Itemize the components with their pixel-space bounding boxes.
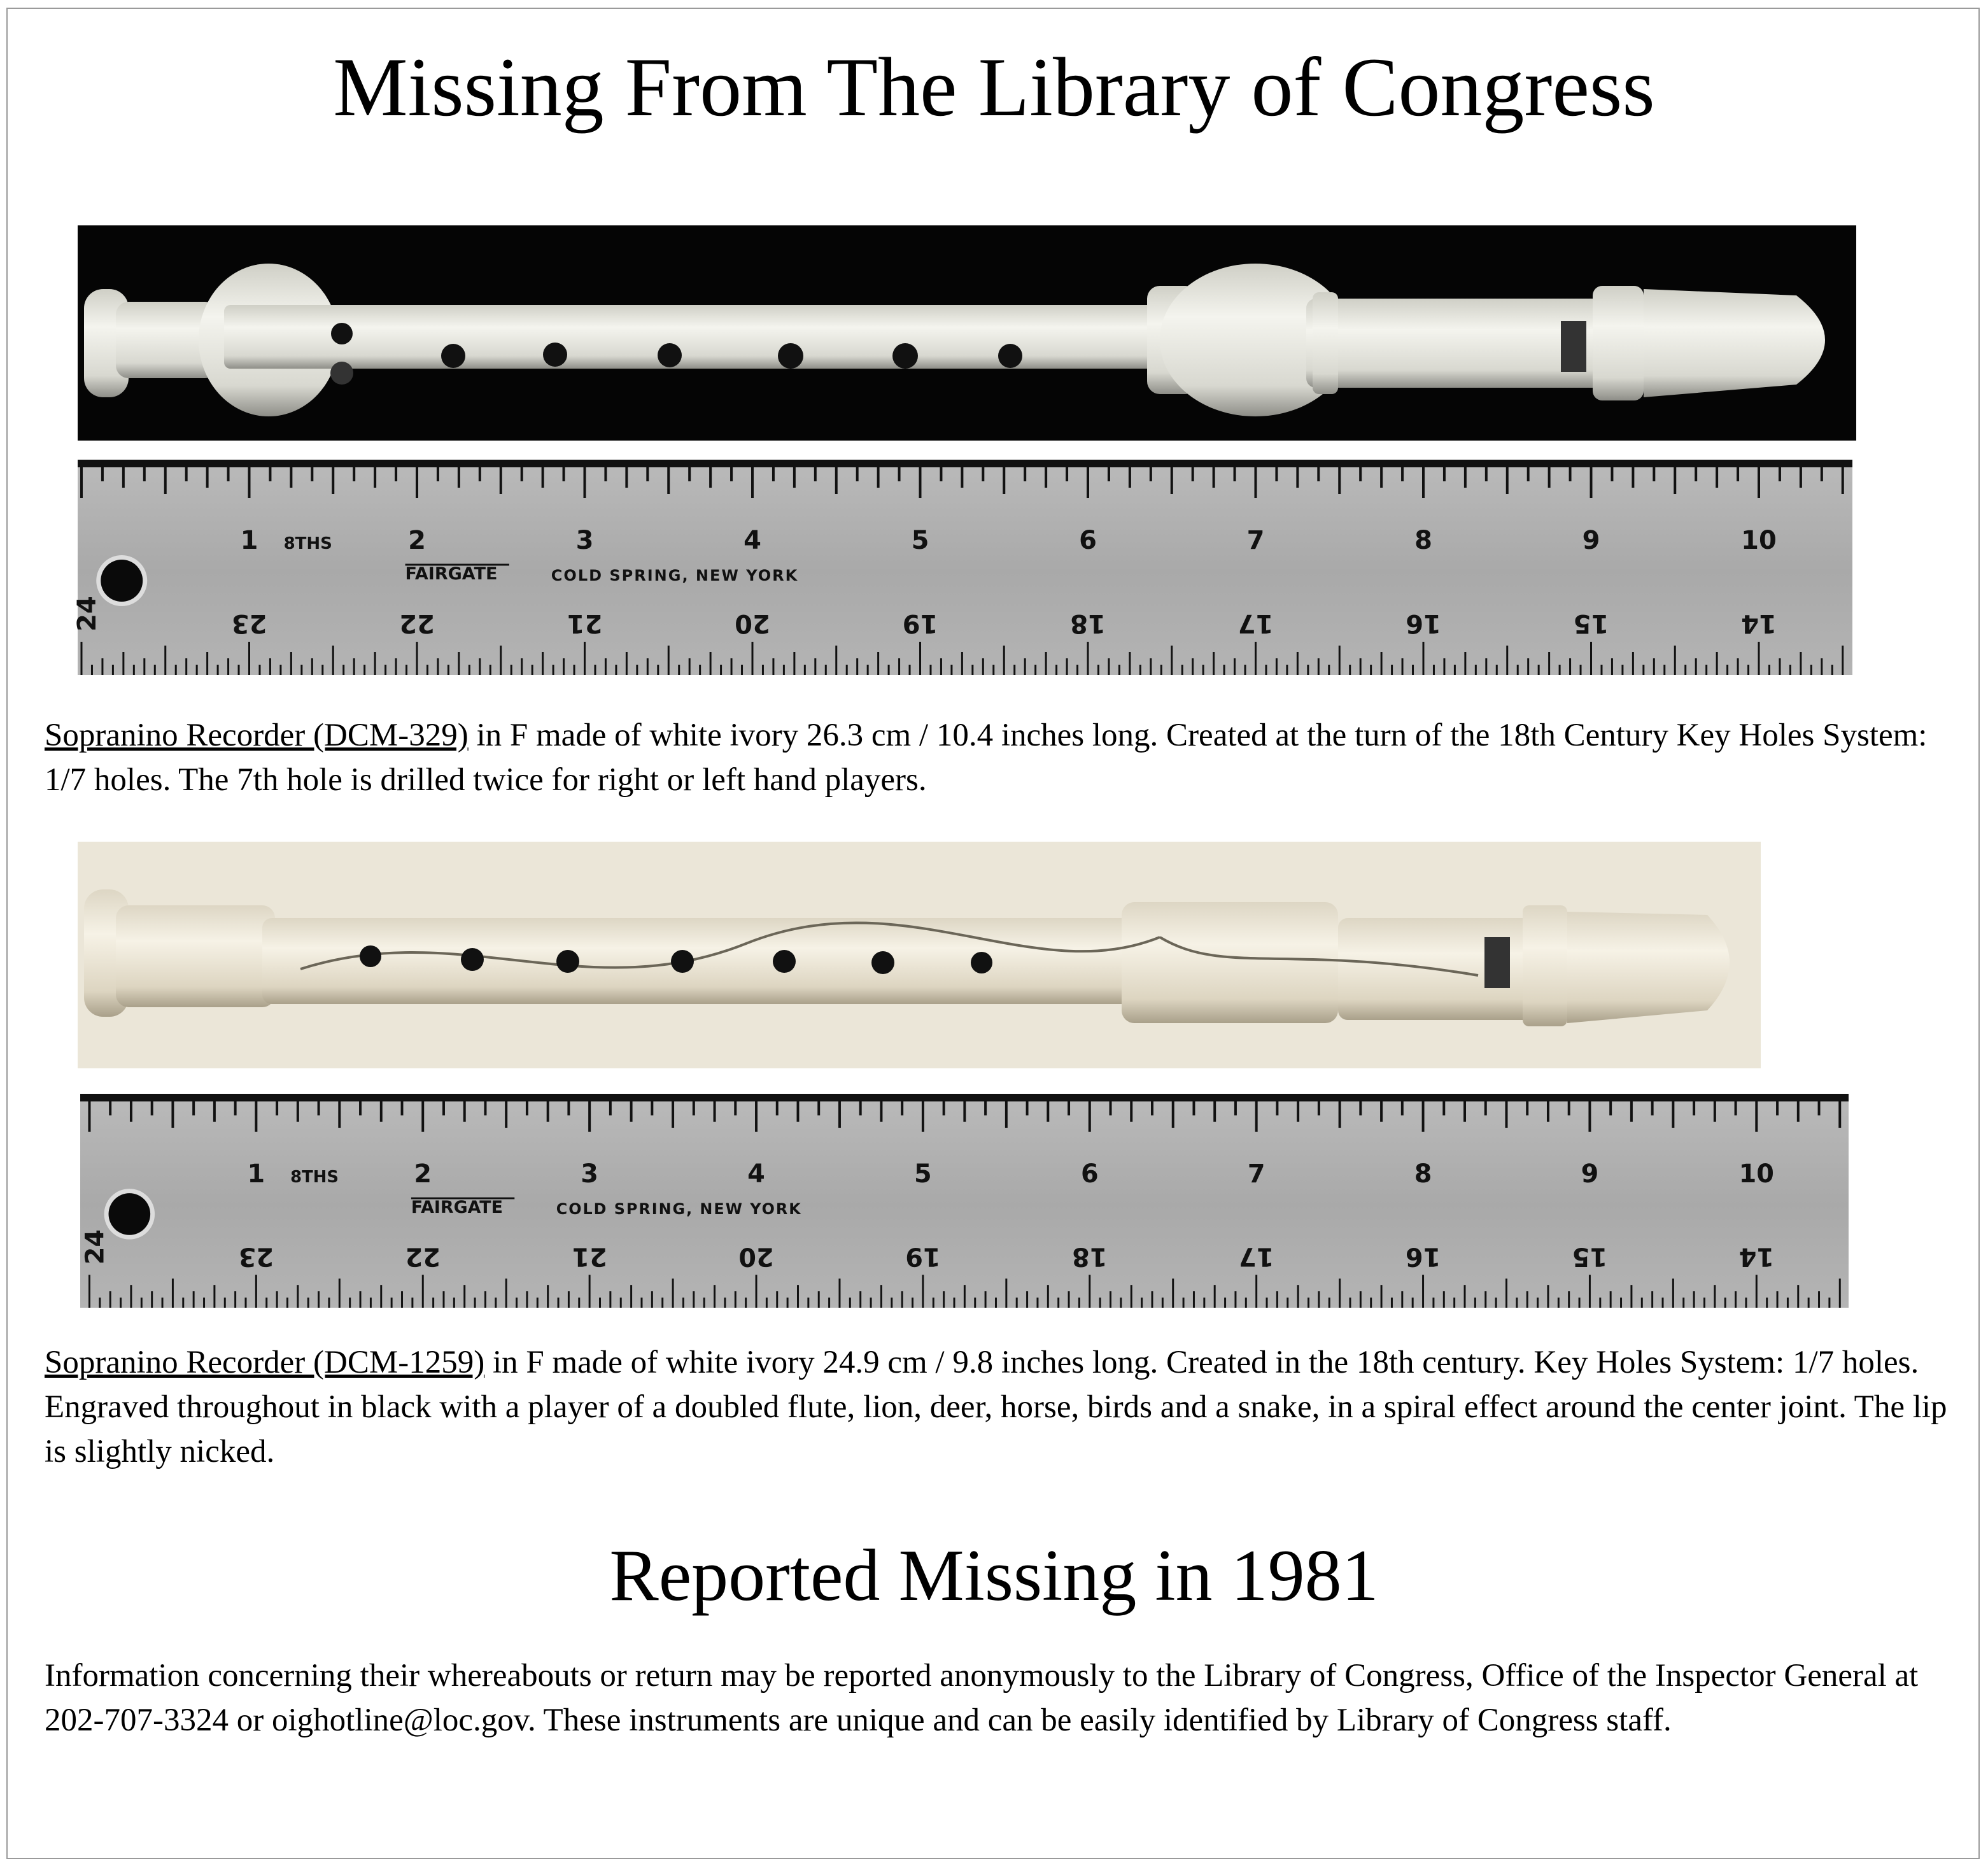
ruler-inch-number: 9	[1582, 526, 1600, 555]
ruler-inch-number: 3	[575, 526, 594, 555]
ruler-inch-number: 19	[905, 1242, 941, 1271]
ruler-inch-number: 10	[1738, 1159, 1774, 1189]
page-title: Missing From The Library of Congress	[333, 40, 1655, 134]
ruler-location: COLD SPRING, NEW YORK	[556, 1199, 802, 1218]
ruler-inch-number: 4	[747, 1159, 765, 1189]
ruler-inch-number: 6	[1080, 1159, 1099, 1189]
ruler-inch-number: 22	[405, 1242, 441, 1271]
ruler-inch-number: 2	[408, 526, 426, 555]
ruler-inch-number: 15	[1573, 609, 1609, 638]
ruler-inch-number: 18	[1070, 609, 1106, 638]
ruler-inch-number: 7	[1247, 1159, 1265, 1189]
ruler-inch-number: 10	[1741, 526, 1777, 555]
ruler-inch-number: 7	[1246, 526, 1265, 555]
item-link-dcm-329[interactable]: Sopranino Recorder (DCM-329)	[45, 718, 469, 753]
item-description: in F made of white ivory 26.3 cm / 10.4 inches long. Created at the turn of the 18th Century Key Holes System: 1/7 holes. The 7th hole is drilled twice for right or left hand players.	[45, 718, 1928, 798]
ruler-inch-number: 14	[1738, 1242, 1774, 1271]
ruler-inch-number: 16	[1405, 1242, 1441, 1271]
ruler-inch-number: 17	[1239, 1242, 1274, 1271]
ruler-inch-number: 14	[1741, 609, 1777, 638]
recorder-photo-dcm-1259	[78, 842, 1761, 1068]
ruler-inch-number: 24	[73, 596, 102, 632]
ruler-location: COLD SPRING, NEW YORK	[551, 567, 799, 584]
ruler-inch-number: 23	[231, 609, 267, 638]
contact-information: Information concerning their whereabouts or return may be reported anonymously to the Library of Congress, Office of the Inspector General at 202-707-3324 or oighotline@loc.gov. These instruments are unique and can be easily identified by Library of Congress staff.	[45, 1658, 1919, 1738]
ruler-inch-number: 21	[567, 609, 603, 638]
ruler-inch-number: 4	[744, 526, 761, 555]
ruler-inch-number: 8	[1414, 1159, 1432, 1189]
measuring-ruler	[73, 460, 1852, 675]
ruler-eighths-label: 8THS	[283, 534, 332, 553]
reported-missing-heading: Reported Missing in 1981	[609, 1535, 1379, 1617]
ruler-inch-number: 16	[1406, 609, 1441, 638]
ruler-inch-number: 2	[414, 1159, 432, 1189]
recorder-photo-dcm-329	[78, 225, 1856, 441]
ruler-inch-number: 1	[247, 1159, 265, 1189]
ruler-inch-number: 22	[399, 609, 435, 638]
ruler-inch-number: 3	[581, 1159, 598, 1189]
ruler-inch-number: 19	[902, 609, 938, 638]
ruler-inch-number: 5	[914, 1159, 932, 1189]
ruler-inch-number: 1	[240, 526, 258, 555]
ruler-inch-number: 20	[735, 609, 770, 638]
ruler-inch-number: 9	[1581, 1159, 1599, 1189]
ruler-inch-number: 23	[238, 1242, 274, 1271]
ruler-eighths-label: 8THS	[290, 1168, 339, 1187]
item-caption-dcm-329	[45, 713, 1948, 802]
ruler-inch-number: 17	[1237, 609, 1274, 638]
measuring-ruler	[80, 1094, 1849, 1308]
ruler-inch-number: 18	[1072, 1242, 1108, 1271]
ruler-inch-number: 24	[80, 1229, 110, 1265]
item-link-dcm-1259[interactable]: Sopranino Recorder (DCM-1259)	[45, 1345, 485, 1380]
ruler-inch-number: 20	[738, 1242, 774, 1271]
ruler-inch-number: 5	[911, 526, 929, 555]
ruler-inch-number: 15	[1572, 1242, 1608, 1271]
ruler-inch-number: 6	[1079, 526, 1097, 555]
ruler-brand: FAIRGATE	[411, 1197, 503, 1217]
ruler-inch-number: 21	[572, 1242, 607, 1271]
ruler-brand: FAIRGATE	[405, 564, 498, 584]
item-caption-dcm-1259	[45, 1340, 1948, 1474]
item-description: in F made of white ivory 24.9 cm / 9.8 inches long. Created in the 18th century. Key Holes System: 1/7 holes. Engraved throughout in black with a player of a doubled flute, lion, deer, horse, birds and a snake, in a spiral effect around the center joint. The lip is slightly nicked.	[45, 1345, 1947, 1469]
ruler-inch-number: 8	[1414, 526, 1432, 555]
